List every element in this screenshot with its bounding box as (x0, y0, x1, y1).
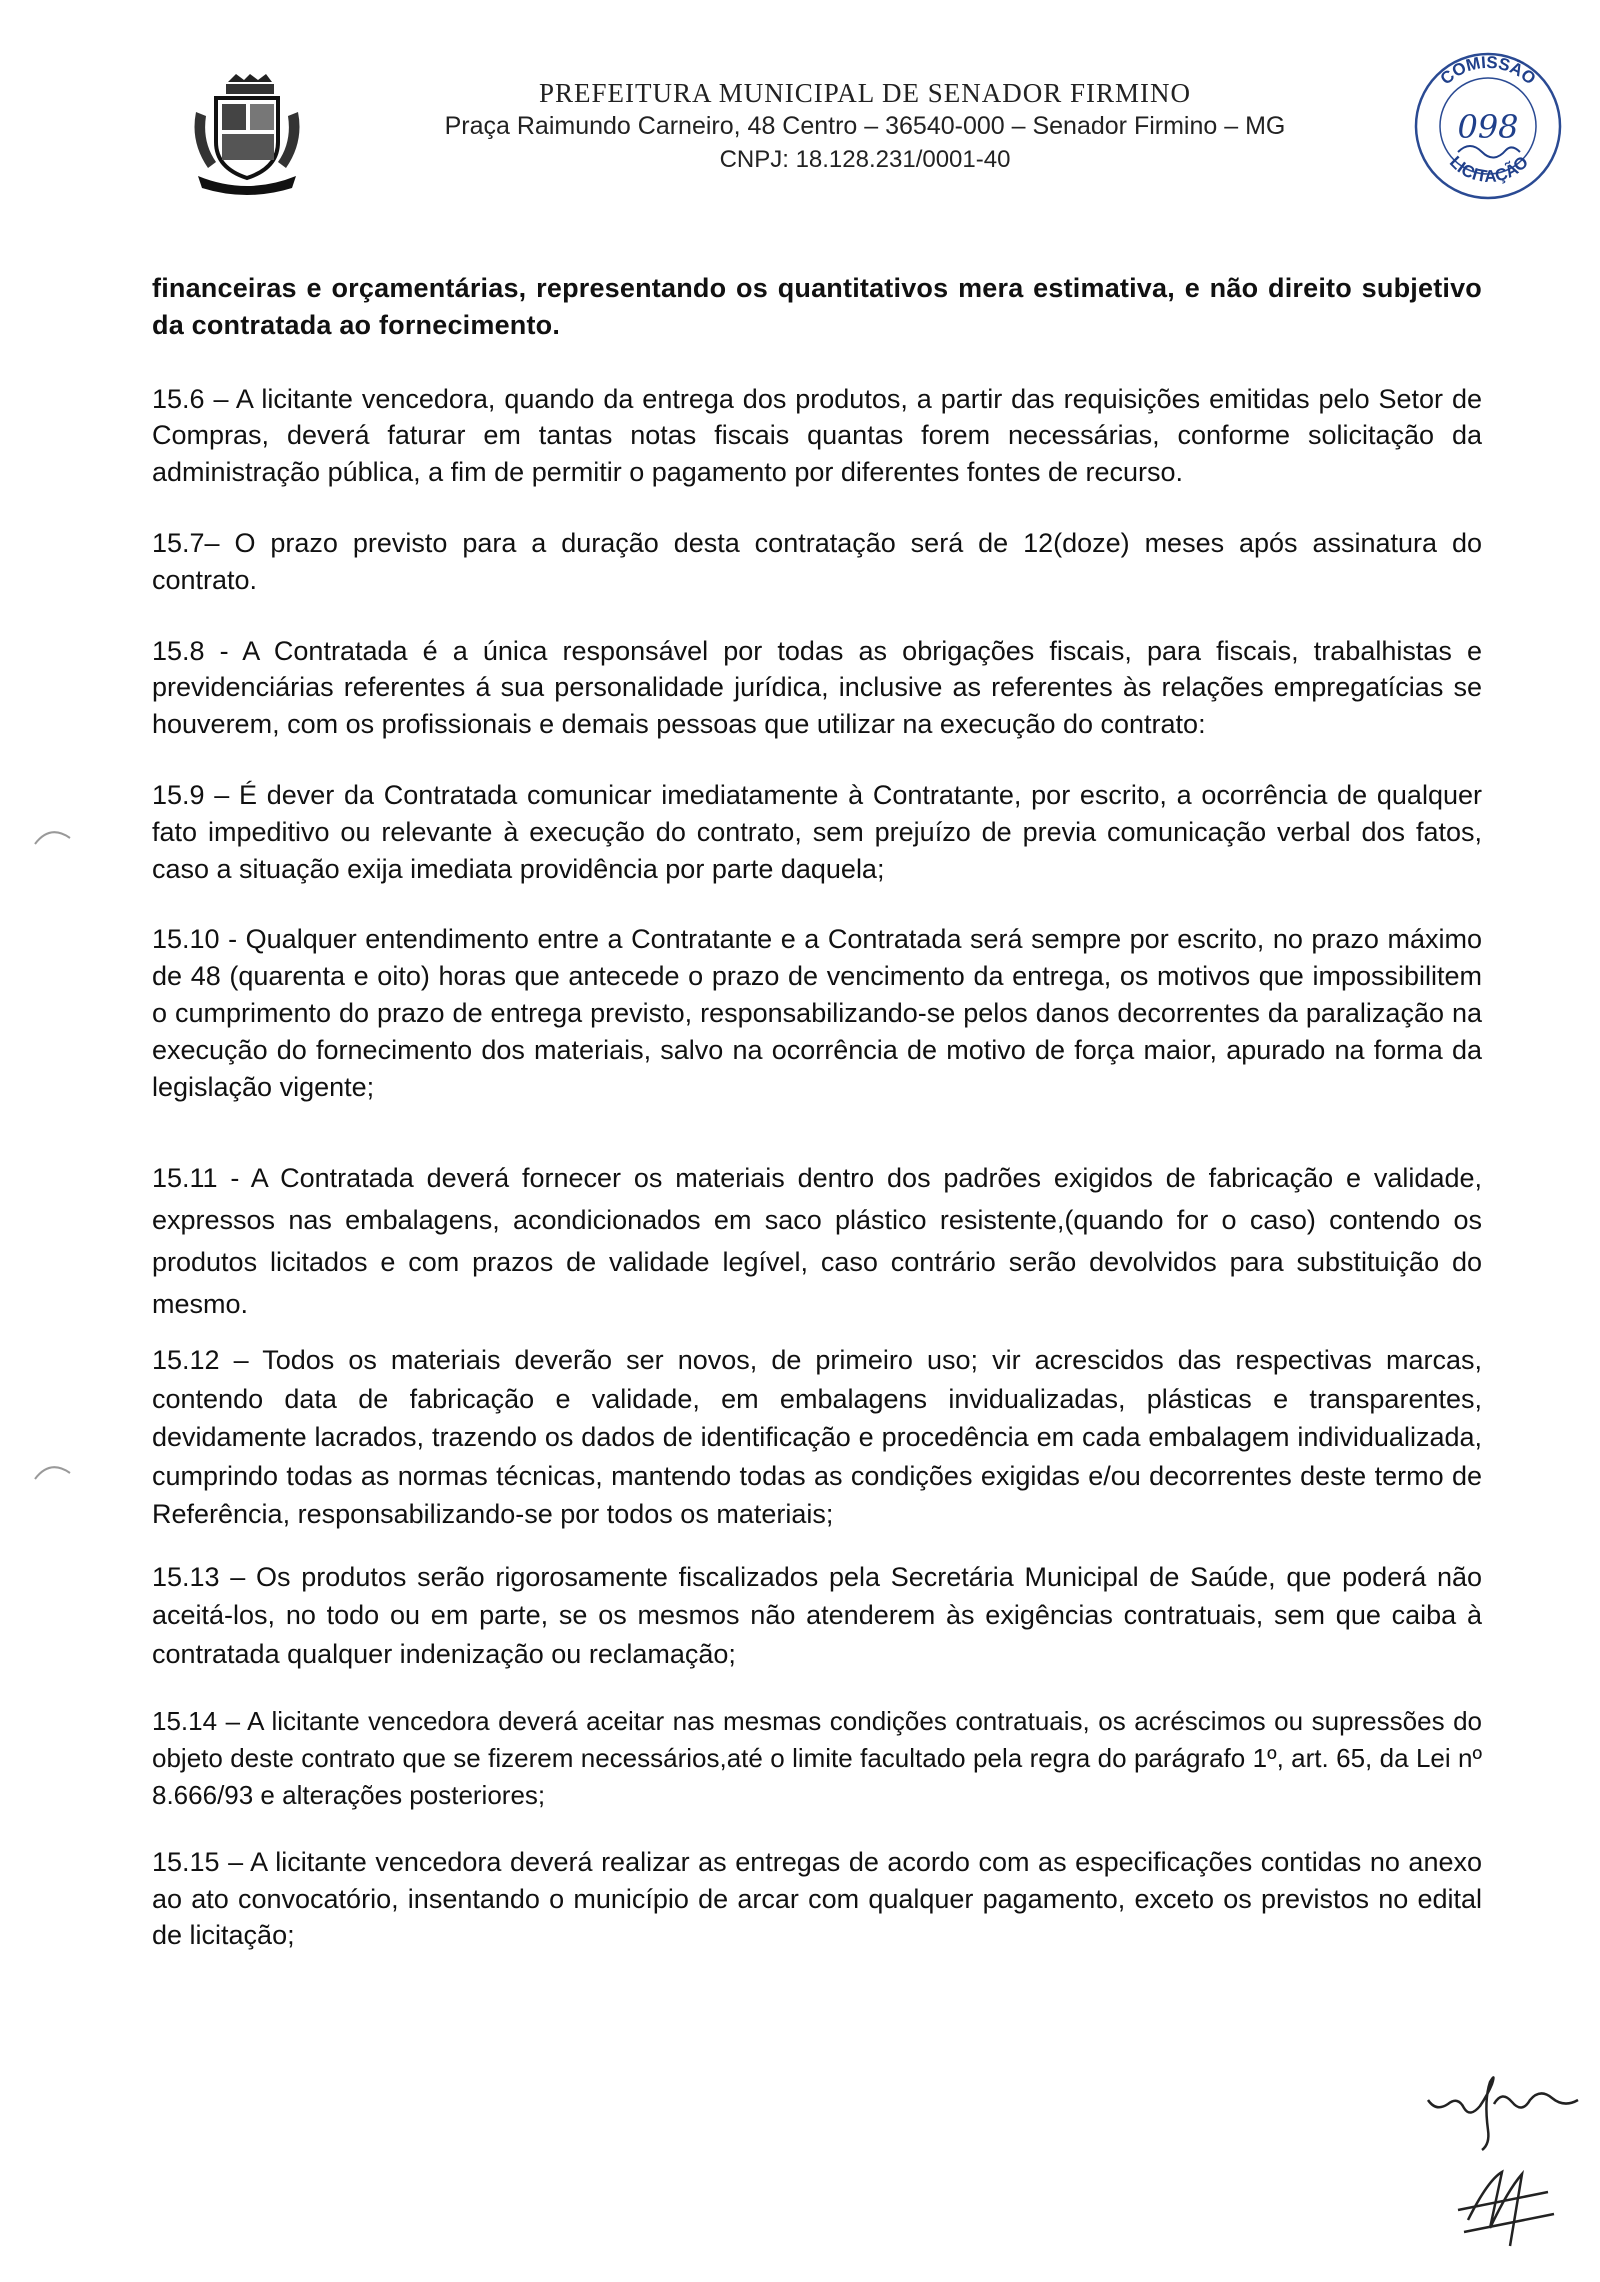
stamp-bottom-text: LICITAÇÃO (1445, 152, 1533, 187)
paragraph-15-10: 15.10 - Qualquer entendimento entre a Contratante e a Contratada será sempre por escrito, no prazo máximo de 48 (quarenta e oito) horas que antecede o prazo de vencimento da entrega, os motivos que impossibilitem o cumprimento do prazo de entrega previsto, responsabilizando-se pelos danos decorrentes da paralização na execução do fornecimento dos materiais, salvo na ocorrência de motivo de força maior, apurado na forma da legislação vigente; (152, 924, 1482, 1102)
paragraph-15-8: 15.8 - A Contratada é a única responsável por todas as obrigações fiscais, para fiscais, trabalhistas e previdenciárias referentes á sua personalidade jurídica, inclusive as referentes às relações empregatícias se houverem, com os profissionais e demais pessoas que utilizar na execução do contrato: (152, 635, 1482, 740)
coat-of-arms-logo (188, 72, 306, 200)
stamp-page-number: 098 (1457, 108, 1519, 146)
letterhead (0, 0, 1600, 200)
organization-address: Praça Raimundo Carneiro, 48 Centro – 36540-000 – Senador Firmino – MG (444, 112, 1286, 140)
document-body (152, 270, 1482, 1954)
paragraph-15-12: 15.12 – Todos os materiais deverão ser novos, de primeiro uso; vir acrescidos das respectivas marcas, contendo data de fabricação e validade, em embalagens invidualizadas, plásticas e transparentes, devidamente lacrados, trazendo os dados de identificação e procedência em cada embalagem individualizada, cumprindo todas as normas técnicas, mantendo todas as condições exigidas e/ou decorrentes deste termo de Referência, responsabilizando-se por todos os materiais; (152, 1345, 1482, 1530)
organization-name: PREFEITURA MUNICIPAL DE SENADOR FIRMINO (538, 78, 1192, 108)
paragraph-15-9: 15.9 – É dever da Contratada comunicar imediatamente à Contratante, por escrito, a ocorrência de qualquer fato impeditivo ou relevante à execução do contrato, sem prejuízo de previa comunicação verbal dos fatos, caso a situação exija imediata providência por parte daquela; (152, 779, 1482, 884)
handwritten-signature (1418, 2060, 1598, 2260)
svg-text:COMISSÃO (1437, 53, 1540, 89)
margin-scan-mark (30, 1455, 90, 1485)
paragraph-15-15: 15.15 – A licitante vencedora deverá realizar as entregas de acordo com as especificações contidas no anexo ao ato convocatório, insentando o município de arcar com qualquer pagamento, exceto os previstos no edital de licitação; (152, 1846, 1482, 1951)
paragraph-15-11: 15.11 - A Contratada deverá fornecer os materiais dentro dos padrões exigidos de fabricação e validade, expressos nas embalagens, acondicionados em saco plástico resistente,(quando for o caso) contendo os produtos licitados e com prazos de validade legível, caso contrário serão devolvidos para substituição do mesmo. (152, 1163, 1482, 1320)
paragraph-15-7: 15.7– O prazo previsto para a duração desta contratação será de 12(doze) meses após assinatura do contrato. (152, 527, 1482, 595)
organization-cnpj: CNPJ: 18.128.231/0001-40 (719, 146, 1011, 173)
paragraph-continuation: financeiras e orçamentárias, representando os quantitativos mera estimativa, e não direito subjetivo da contratada ao fornecimento. (152, 273, 1482, 340)
paragraph-15-13: 15.13 – Os produtos serão rigorosamente fiscalizados pela Secretária Municipal de Saúde, que poderá não aceitá-los, no todo ou em parte, se os mesmos não atenderem às exigências contratuais, sem que caiba à contratada qualquer indenização ou reclamação; (152, 1561, 1482, 1669)
commission-stamp (1408, 40, 1566, 205)
paragraph-15-6: 15.6 – A licitante vencedora, quando da entrega dos produtos, a partir das requisições emitidas pelo Setor de Compras, deverá faturar em tantas notas fiscais quantas forem necessárias, conforme solicitação da administração pública, a fim de permitir o pagamento por diferentes fontes de recurso. (152, 383, 1482, 488)
paragraph-15-14: 15.14 – A licitante vencedora deverá aceitar nas mesmas condições contratuais, os acréscimos ou supressões do objeto deste contrato que se fizerem necessários,até o limite facultado pela regra do parágrafo 1º, art. 65, da Lei nº 8.666/93 e alterações posteriores; (152, 1706, 1482, 1810)
margin-scan-mark (30, 820, 90, 850)
stamp-top-text: COMISSÃO (1436, 52, 1540, 89)
